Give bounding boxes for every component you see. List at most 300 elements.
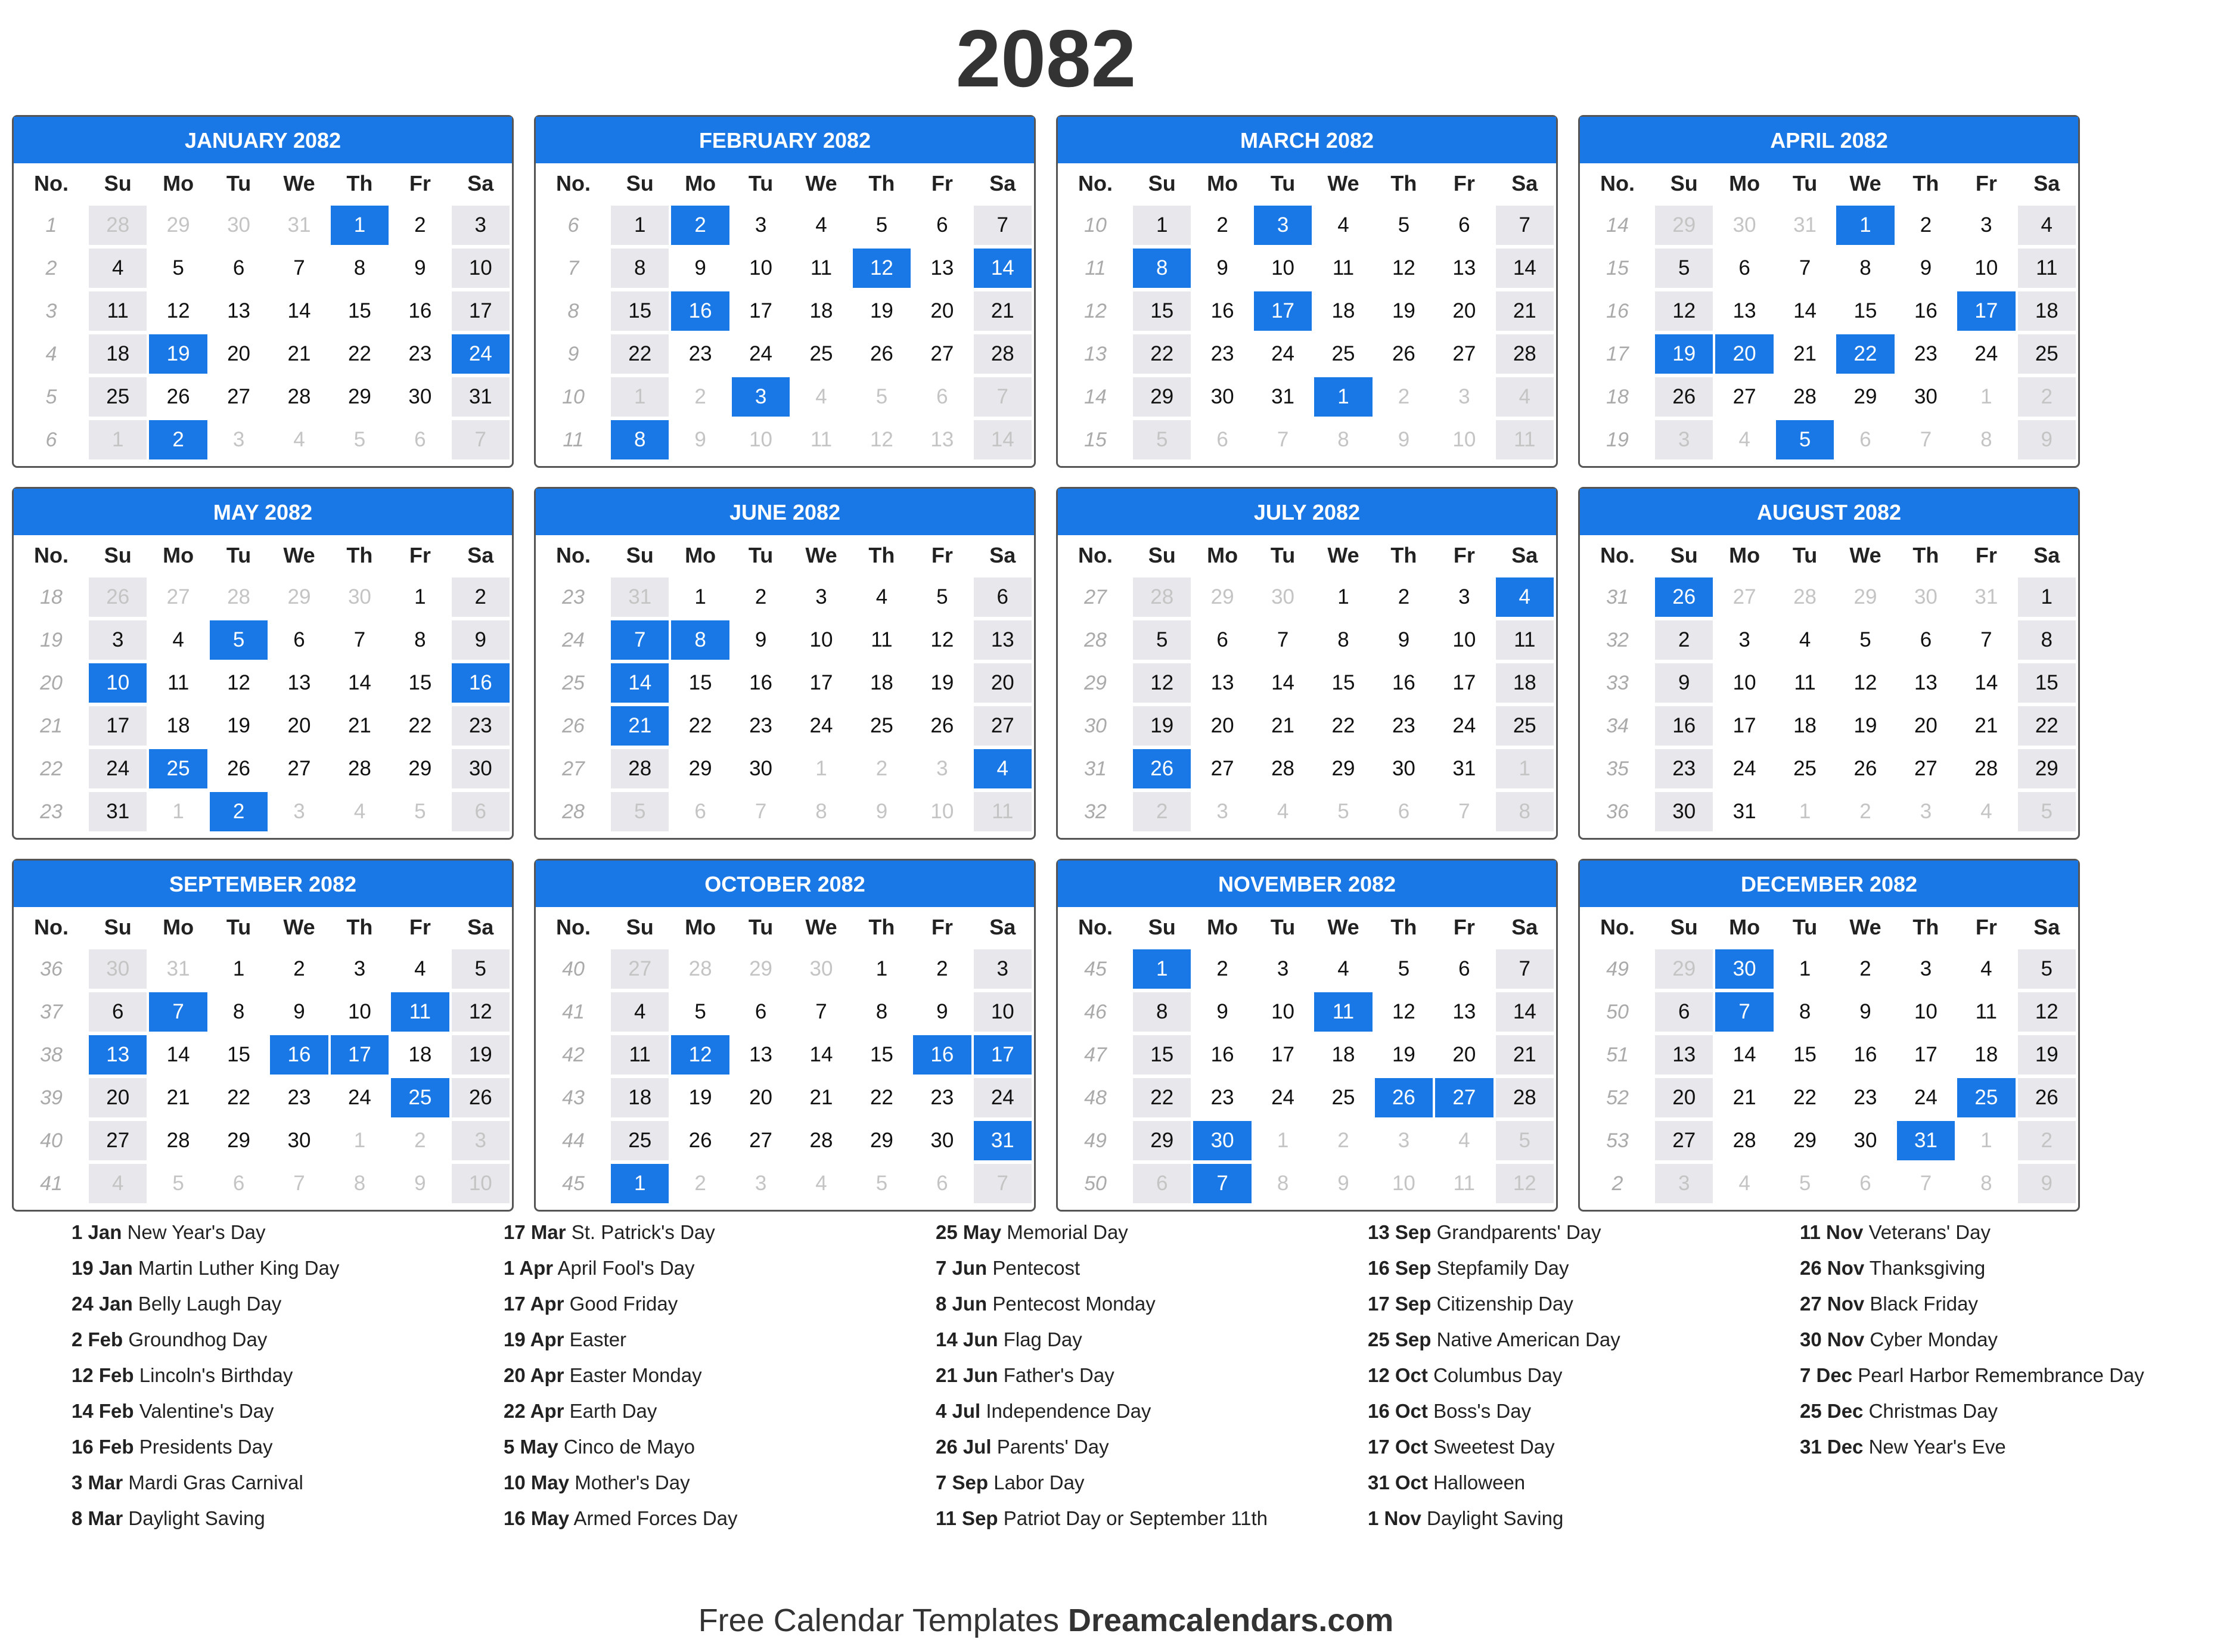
day-cell[interactable]: 5 — [1655, 249, 1713, 288]
day-cell[interactable]: 7 — [293, 256, 305, 280]
day-cell[interactable]: 19 — [688, 1086, 712, 1109]
day-cell[interactable]: 4 — [1337, 213, 1349, 237]
day-cell[interactable]: 12 — [930, 628, 954, 651]
highlighted-day[interactable]: 17 — [974, 1035, 1032, 1075]
day-cell[interactable]: 28 — [166, 1129, 190, 1152]
day-cell[interactable]: 24 — [1732, 757, 1756, 780]
day-cell[interactable]: 27 — [227, 385, 251, 408]
day-cell[interactable]: 30 — [287, 1129, 311, 1152]
day-cell[interactable]: 1 — [1799, 957, 1811, 980]
day-cell[interactable]: 12 — [227, 671, 251, 694]
day-cell[interactable]: 3 — [452, 206, 510, 245]
day-cell[interactable]: 30 — [1271, 585, 1295, 608]
day-cell[interactable]: 28 — [688, 957, 712, 980]
highlighted-day[interactable]: 3 — [1254, 206, 1312, 245]
day-cell[interactable]: 22 — [1133, 1078, 1191, 1117]
day-cell[interactable]: 16 — [1210, 1043, 1234, 1066]
day-cell[interactable]: 11 — [611, 1035, 669, 1075]
day-cell[interactable]: 28 — [974, 334, 1032, 374]
day-cell[interactable]: 18 — [809, 299, 833, 322]
day-cell[interactable]: 6 — [694, 800, 706, 823]
day-cell[interactable]: 28 — [1793, 385, 1817, 408]
day-cell[interactable]: 3 — [89, 620, 147, 660]
day-cell[interactable]: 7 — [815, 1000, 827, 1023]
highlighted-day[interactable]: 27 — [1435, 1078, 1493, 1117]
highlighted-day[interactable]: 11 — [391, 992, 449, 1032]
day-cell[interactable]: 29 — [408, 757, 432, 780]
day-cell[interactable]: 14 — [1793, 299, 1817, 322]
day-cell[interactable]: 2 — [2018, 377, 2076, 417]
day-cell[interactable]: 2 — [1216, 213, 1228, 237]
day-cell[interactable]: 23 — [1210, 342, 1234, 365]
day-cell[interactable]: 27 — [1655, 1121, 1713, 1160]
day-cell[interactable]: 6 — [1859, 1172, 1871, 1195]
day-cell[interactable]: 4 — [815, 1172, 827, 1195]
day-cell[interactable]: 3 — [1216, 800, 1228, 823]
day-cell[interactable]: 27 — [1210, 757, 1234, 780]
day-cell[interactable]: 2 — [1920, 213, 1932, 237]
day-cell[interactable]: 15 — [347, 299, 371, 322]
highlighted-day[interactable]: 20 — [1715, 334, 1773, 374]
day-cell[interactable]: 19 — [1392, 299, 1415, 322]
day-cell[interactable]: 8 — [353, 1172, 366, 1195]
day-cell[interactable]: 28 — [1793, 585, 1817, 608]
day-cell[interactable]: 18 — [611, 1078, 669, 1117]
day-cell[interactable]: 15 — [227, 1043, 251, 1066]
day-cell[interactable]: 19 — [2018, 1035, 2076, 1075]
day-cell[interactable]: 3 — [452, 1121, 510, 1160]
day-cell[interactable]: 21 — [1732, 1086, 1756, 1109]
day-cell[interactable]: 7 — [1980, 628, 1992, 651]
day-cell[interactable]: 14 — [166, 1043, 190, 1066]
day-cell[interactable]: 12 — [1853, 671, 1877, 694]
day-cell[interactable]: 7 — [974, 1164, 1032, 1203]
day-cell[interactable]: 7 — [754, 800, 767, 823]
day-cell[interactable]: 5 — [1133, 420, 1191, 459]
day-cell[interactable]: 9 — [1337, 1172, 1349, 1195]
day-cell[interactable]: 2 — [754, 585, 767, 608]
day-cell[interactable]: 12 — [1392, 256, 1415, 280]
day-cell[interactable]: 14 — [974, 420, 1032, 459]
day-cell[interactable]: 12 — [870, 428, 893, 451]
day-cell[interactable]: 5 — [875, 385, 888, 408]
day-cell[interactable]: 18 — [1496, 663, 1554, 703]
day-cell[interactable]: 1 — [1980, 1129, 1992, 1152]
day-cell[interactable]: 30 — [930, 1129, 954, 1152]
day-cell[interactable]: 11 — [1453, 1172, 1476, 1195]
day-cell[interactable]: 5 — [2018, 949, 2076, 989]
day-cell[interactable]: 2 — [1859, 800, 1871, 823]
day-cell[interactable]: 2 — [2018, 1121, 2076, 1160]
highlighted-day[interactable]: 4 — [974, 749, 1032, 788]
day-cell[interactable]: 28 — [1496, 334, 1554, 374]
day-cell[interactable]: 6 — [1398, 800, 1410, 823]
highlighted-day[interactable]: 19 — [1655, 334, 1713, 374]
day-cell[interactable]: 1 — [1496, 749, 1554, 788]
day-cell[interactable]: 19 — [1853, 714, 1877, 737]
day-cell[interactable]: 2 — [414, 1129, 426, 1152]
day-cell[interactable]: 6 — [974, 577, 1032, 617]
day-cell[interactable]: 16 — [1210, 299, 1234, 322]
highlighted-day[interactable]: 26 — [1375, 1078, 1433, 1117]
day-cell[interactable]: 10 — [749, 428, 773, 451]
day-cell[interactable]: 29 — [688, 757, 712, 780]
day-cell[interactable]: 8 — [1980, 1172, 1992, 1195]
day-cell[interactable]: 2 — [1398, 585, 1410, 608]
day-cell[interactable]: 9 — [875, 800, 888, 823]
highlighted-day[interactable]: 30 — [1715, 949, 1773, 989]
day-cell[interactable]: 19 — [930, 671, 954, 694]
day-cell[interactable]: 10 — [1452, 628, 1476, 651]
day-cell[interactable]: 28 — [1496, 1078, 1554, 1117]
day-cell[interactable]: 13 — [974, 620, 1032, 660]
day-cell[interactable]: 1 — [232, 957, 245, 980]
day-cell[interactable]: 24 — [1271, 342, 1295, 365]
highlighted-day[interactable]: 16 — [671, 291, 729, 331]
day-cell[interactable]: 23 — [1392, 714, 1415, 737]
day-cell[interactable]: 18 — [2018, 291, 2076, 331]
day-cell[interactable]: 22 — [688, 714, 712, 737]
day-cell[interactable]: 5 — [2018, 792, 2076, 831]
day-cell[interactable]: 20 — [974, 663, 1032, 703]
day-cell[interactable]: 2 — [1133, 792, 1191, 831]
day-cell[interactable]: 23 — [749, 714, 773, 737]
day-cell[interactable]: 26 — [688, 1129, 712, 1152]
day-cell[interactable]: 16 — [1853, 1043, 1877, 1066]
day-cell[interactable]: 27 — [611, 949, 669, 989]
highlighted-day[interactable]: 25 — [391, 1078, 449, 1117]
day-cell[interactable]: 5 — [1398, 213, 1410, 237]
day-cell[interactable]: 18 — [1331, 1043, 1355, 1066]
day-cell[interactable]: 9 — [936, 1000, 948, 1023]
day-cell[interactable]: 9 — [1920, 256, 1932, 280]
day-cell[interactable]: 18 — [1331, 299, 1355, 322]
highlighted-day[interactable]: 11 — [1314, 992, 1372, 1032]
day-cell[interactable]: 17 — [89, 706, 147, 746]
day-cell[interactable]: 29 — [1793, 1129, 1817, 1152]
day-cell[interactable]: 23 — [408, 342, 432, 365]
day-cell[interactable]: 29 — [1853, 385, 1877, 408]
day-cell[interactable]: 26 — [452, 1078, 510, 1117]
day-cell[interactable]: 7 — [1496, 206, 1554, 245]
day-cell[interactable]: 2 — [414, 213, 426, 237]
day-cell[interactable]: 12 — [1392, 1000, 1415, 1023]
day-cell[interactable]: 24 — [1271, 1086, 1295, 1109]
day-cell[interactable]: 14 — [347, 671, 371, 694]
day-cell[interactable]: 28 — [1133, 577, 1191, 617]
highlighted-day[interactable]: 16 — [913, 1035, 971, 1075]
day-cell[interactable]: 28 — [1271, 757, 1295, 780]
day-cell[interactable]: 2 — [452, 577, 510, 617]
day-cell[interactable]: 23 — [930, 1086, 954, 1109]
day-cell[interactable]: 9 — [414, 1172, 426, 1195]
day-cell[interactable]: 16 — [1914, 299, 1937, 322]
day-cell[interactable]: 2 — [1398, 385, 1410, 408]
day-cell[interactable]: 1 — [815, 757, 827, 780]
highlighted-day[interactable]: 21 — [611, 706, 669, 746]
day-cell[interactable]: 20 — [1452, 299, 1476, 322]
day-cell[interactable]: 17 — [452, 291, 510, 331]
day-cell[interactable]: 24 — [89, 749, 147, 788]
day-cell[interactable]: 3 — [1920, 957, 1932, 980]
day-cell[interactable]: 30 — [1392, 757, 1415, 780]
highlighted-day[interactable]: 30 — [1193, 1121, 1251, 1160]
day-cell[interactable]: 15 — [1133, 1035, 1191, 1075]
day-cell[interactable]: 4 — [89, 1164, 147, 1203]
day-cell[interactable]: 27 — [974, 706, 1032, 746]
day-cell[interactable]: 29 — [870, 1129, 893, 1152]
day-cell[interactable]: 8 — [353, 256, 366, 280]
day-cell[interactable]: 20 — [930, 299, 954, 322]
day-cell[interactable]: 24 — [1452, 714, 1476, 737]
highlighted-day[interactable]: 26 — [1133, 749, 1191, 788]
day-cell[interactable]: 20 — [89, 1078, 147, 1117]
day-cell[interactable]: 16 — [749, 671, 773, 694]
day-cell[interactable]: 4 — [293, 428, 305, 451]
highlighted-day[interactable]: 8 — [611, 420, 669, 459]
highlighted-day[interactable]: 31 — [974, 1121, 1032, 1160]
day-cell[interactable]: 8 — [1133, 992, 1191, 1032]
day-cell[interactable]: 7 — [974, 377, 1032, 417]
day-cell[interactable]: 18 — [89, 334, 147, 374]
day-cell[interactable]: 31 — [611, 577, 669, 617]
highlighted-day[interactable]: 22 — [1836, 334, 1894, 374]
day-cell[interactable]: 15 — [1853, 299, 1877, 322]
highlighted-day[interactable]: 17 — [1254, 291, 1312, 331]
day-cell[interactable]: 29 — [1655, 206, 1713, 245]
day-cell[interactable]: 11 — [89, 291, 147, 331]
day-cell[interactable]: 5 — [694, 1000, 706, 1023]
day-cell[interactable]: 23 — [452, 706, 510, 746]
highlighted-day[interactable]: 5 — [1776, 420, 1834, 459]
day-cell[interactable]: 3 — [1655, 1164, 1713, 1203]
day-cell[interactable]: 6 — [414, 428, 426, 451]
day-cell[interactable]: 8 — [1277, 1172, 1289, 1195]
highlighted-day[interactable]: 31 — [1897, 1121, 1955, 1160]
day-cell[interactable]: 13 — [930, 256, 954, 280]
day-cell[interactable]: 18 — [1793, 714, 1817, 737]
day-cell[interactable]: 1 — [611, 206, 669, 245]
day-cell[interactable]: 2 — [694, 1172, 706, 1195]
day-cell[interactable]: 14 — [1732, 1043, 1756, 1066]
day-cell[interactable]: 4 — [1738, 1172, 1750, 1195]
day-cell[interactable]: 17 — [809, 671, 833, 694]
day-cell[interactable]: 31 — [452, 377, 510, 417]
day-cell[interactable]: 19 — [1392, 1043, 1415, 1066]
day-cell[interactable]: 8 — [1337, 428, 1349, 451]
day-cell[interactable]: 5 — [611, 792, 669, 831]
highlighted-day[interactable]: 17 — [1957, 291, 2015, 331]
day-cell[interactable]: 11 — [1496, 620, 1554, 660]
day-cell[interactable]: 29 — [749, 957, 773, 980]
day-cell[interactable]: 25 — [809, 342, 833, 365]
day-cell[interactable]: 1 — [2018, 577, 2076, 617]
day-cell[interactable]: 10 — [1271, 1000, 1295, 1023]
day-cell[interactable]: 7 — [293, 1172, 305, 1195]
highlighted-day[interactable]: 8 — [1133, 249, 1191, 288]
day-cell[interactable]: 10 — [1914, 1000, 1937, 1023]
day-cell[interactable]: 3 — [1398, 1129, 1410, 1152]
day-cell[interactable]: 17 — [1914, 1043, 1937, 1066]
day-cell[interactable]: 5 — [875, 1172, 888, 1195]
day-cell[interactable]: 4 — [1980, 957, 1992, 980]
day-cell[interactable]: 6 — [1216, 628, 1228, 651]
day-cell[interactable]: 7 — [1920, 428, 1932, 451]
highlighted-day[interactable]: 1 — [611, 1164, 669, 1203]
day-cell[interactable]: 3 — [1458, 385, 1470, 408]
highlighted-day[interactable]: 19 — [149, 334, 207, 374]
day-cell[interactable]: 24 — [1974, 342, 1998, 365]
day-cell[interactable]: 8 — [1859, 256, 1871, 280]
day-cell[interactable]: 6 — [1216, 428, 1228, 451]
highlighted-day[interactable]: 12 — [853, 249, 911, 288]
day-cell[interactable]: 23 — [287, 1086, 311, 1109]
day-cell[interactable]: 31 — [1732, 800, 1756, 823]
day-cell[interactable]: 6 — [232, 256, 245, 280]
day-cell[interactable]: 6 — [1458, 213, 1470, 237]
day-cell[interactable]: 9 — [452, 620, 510, 660]
day-cell[interactable]: 17 — [1271, 1043, 1295, 1066]
day-cell[interactable]: 30 — [809, 957, 833, 980]
day-cell[interactable]: 17 — [1452, 671, 1476, 694]
day-cell[interactable]: 3 — [974, 949, 1032, 989]
day-cell[interactable]: 22 — [1133, 334, 1191, 374]
highlighted-day[interactable]: 17 — [331, 1035, 389, 1075]
day-cell[interactable]: 26 — [227, 757, 251, 780]
day-cell[interactable]: 25 — [89, 377, 147, 417]
highlighted-day[interactable]: 13 — [89, 1035, 147, 1075]
day-cell[interactable]: 3 — [815, 585, 827, 608]
day-cell[interactable]: 19 — [227, 714, 251, 737]
day-cell[interactable]: 7 — [1799, 256, 1811, 280]
day-cell[interactable]: 3 — [293, 800, 305, 823]
day-cell[interactable]: 9 — [2018, 420, 2076, 459]
day-cell[interactable]: 10 — [1974, 256, 1998, 280]
day-cell[interactable]: 6 — [1655, 992, 1713, 1032]
day-cell[interactable]: 9 — [694, 256, 706, 280]
day-cell[interactable]: 30 — [749, 757, 773, 780]
day-cell[interactable]: 30 — [408, 385, 432, 408]
day-cell[interactable]: 5 — [1859, 628, 1871, 651]
day-cell[interactable]: 30 — [347, 585, 371, 608]
day-cell[interactable]: 6 — [293, 628, 305, 651]
day-cell[interactable]: 26 — [1853, 757, 1877, 780]
day-cell[interactable]: 6 — [1133, 1164, 1191, 1203]
day-cell[interactable]: 29 — [2018, 749, 2076, 788]
day-cell[interactable]: 27 — [1732, 385, 1756, 408]
day-cell[interactable]: 15 — [1133, 291, 1191, 331]
day-cell[interactable]: 6 — [754, 1000, 767, 1023]
day-cell[interactable]: 3 — [754, 213, 767, 237]
day-cell[interactable]: 20 — [1210, 714, 1234, 737]
day-cell[interactable]: 3 — [1920, 800, 1932, 823]
day-cell[interactable]: 25 — [1793, 757, 1817, 780]
day-cell[interactable]: 4 — [172, 628, 184, 651]
day-cell[interactable]: 27 — [1914, 757, 1937, 780]
day-cell[interactable]: 9 — [1398, 628, 1410, 651]
day-cell[interactable]: 2 — [293, 957, 305, 980]
day-cell[interactable]: 7 — [1496, 949, 1554, 989]
day-cell[interactable]: 22 — [1331, 714, 1355, 737]
day-cell[interactable]: 20 — [1655, 1078, 1713, 1117]
day-cell[interactable]: 12 — [452, 992, 510, 1032]
day-cell[interactable]: 13 — [1914, 671, 1937, 694]
day-cell[interactable]: 12 — [1655, 291, 1713, 331]
day-cell[interactable]: 22 — [347, 342, 371, 365]
day-cell[interactable]: 21 — [166, 1086, 190, 1109]
day-cell[interactable]: 8 — [611, 249, 669, 288]
day-cell[interactable]: 18 — [870, 671, 893, 694]
day-cell[interactable]: 30 — [89, 949, 147, 989]
day-cell[interactable]: 5 — [414, 800, 426, 823]
day-cell[interactable]: 26 — [870, 342, 893, 365]
day-cell[interactable]: 2 — [1859, 957, 1871, 980]
highlighted-day[interactable]: 2 — [210, 792, 268, 831]
day-cell[interactable]: 15 — [611, 291, 669, 331]
day-cell[interactable]: 4 — [2018, 206, 2076, 245]
day-cell[interactable]: 20 — [287, 714, 311, 737]
day-cell[interactable]: 9 — [414, 256, 426, 280]
day-cell[interactable]: 11 — [810, 428, 833, 451]
day-cell[interactable]: 15 — [408, 671, 432, 694]
day-cell[interactable]: 6 — [1458, 957, 1470, 980]
day-cell[interactable]: 30 — [1210, 385, 1234, 408]
footer-site-link[interactable]: Dreamcalendars.com — [1068, 1603, 1394, 1638]
day-cell[interactable]: 28 — [227, 585, 251, 608]
day-cell[interactable]: 19 — [452, 1035, 510, 1075]
day-cell[interactable]: 23 — [688, 342, 712, 365]
day-cell[interactable]: 12 — [2018, 992, 2076, 1032]
day-cell[interactable]: 20 — [1452, 1043, 1476, 1066]
day-cell[interactable]: 13 — [1452, 1000, 1476, 1023]
day-cell[interactable]: 29 — [227, 1129, 251, 1152]
day-cell[interactable]: 8 — [232, 1000, 245, 1023]
day-cell[interactable]: 13 — [1655, 1035, 1713, 1075]
day-cell[interactable]: 9 — [1216, 1000, 1228, 1023]
day-cell[interactable]: 9 — [1859, 1000, 1871, 1023]
day-cell[interactable]: 25 — [870, 714, 893, 737]
day-cell[interactable]: 1 — [353, 1129, 366, 1152]
day-cell[interactable]: 7 — [353, 628, 366, 651]
highlighted-day[interactable]: 25 — [149, 749, 207, 788]
day-cell[interactable]: 12 — [1133, 663, 1191, 703]
day-cell[interactable]: 26 — [1392, 342, 1415, 365]
day-cell[interactable]: 30 — [1914, 585, 1937, 608]
day-cell[interactable]: 30 — [227, 213, 251, 237]
day-cell[interactable]: 4 — [1458, 1129, 1470, 1152]
day-cell[interactable]: 21 — [347, 714, 371, 737]
day-cell[interactable]: 14 — [1974, 671, 1998, 694]
highlighted-day[interactable]: 1 — [1836, 206, 1894, 245]
day-cell[interactable]: 25 — [2018, 334, 2076, 374]
day-cell[interactable]: 10 — [974, 992, 1032, 1032]
day-cell[interactable]: 23 — [1853, 1086, 1877, 1109]
day-cell[interactable]: 4 — [353, 800, 366, 823]
day-cell[interactable]: 4 — [1277, 800, 1289, 823]
day-cell[interactable]: 29 — [1210, 585, 1234, 608]
day-cell[interactable]: 5 — [1496, 1121, 1554, 1160]
day-cell[interactable]: 15 — [870, 1043, 893, 1066]
day-cell[interactable]: 1 — [694, 585, 706, 608]
day-cell[interactable]: 24 — [749, 342, 773, 365]
day-cell[interactable]: 1 — [611, 377, 669, 417]
day-cell[interactable]: 27 — [1732, 585, 1756, 608]
highlighted-day[interactable]: 2 — [149, 420, 207, 459]
day-cell[interactable]: 20 — [749, 1086, 773, 1109]
day-cell[interactable]: 14 — [1496, 992, 1554, 1032]
day-cell[interactable]: 30 — [1655, 792, 1713, 831]
day-cell[interactable]: 23 — [1210, 1086, 1234, 1109]
